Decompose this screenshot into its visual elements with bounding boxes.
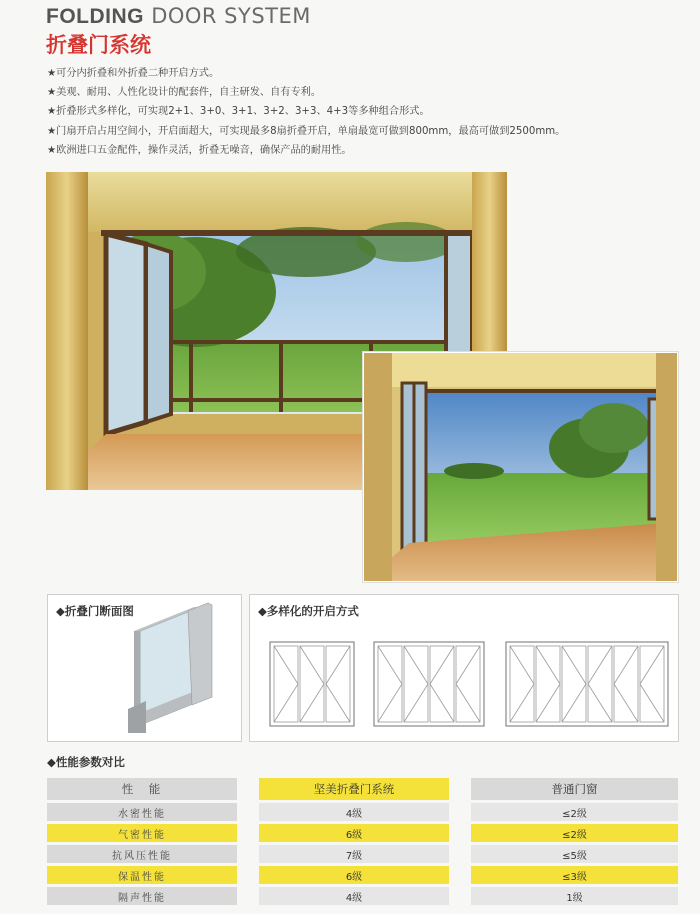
secondary-photo-illustration <box>364 353 677 581</box>
row-product-value: 7级 <box>259 845 449 863</box>
row-property: 隔声性能 <box>47 887 237 905</box>
header-cell-property: 性 能 <box>47 778 237 800</box>
row-property: 水密性能 <box>47 803 237 821</box>
row-property: 抗风压性能 <box>47 845 237 863</box>
section-title-opening: ◆多样化的开启方式 <box>258 604 359 618</box>
row-ordinary-value: ≤2级 <box>471 824 678 842</box>
title-en <box>46 4 311 29</box>
header-cell-product: 坚美折叠门系统 <box>259 778 449 800</box>
row-product-value: 4级 <box>259 803 449 821</box>
performance-table <box>47 775 678 908</box>
title-zh: 折叠门系统 <box>46 33 151 57</box>
opening-diagram-4-panel <box>374 642 484 726</box>
profile-cross-section-illustration <box>128 601 228 733</box>
section-title-performance: ◆性能参数对比 <box>47 755 125 769</box>
section-title-profile: ◆折叠门断面图 <box>56 604 134 618</box>
row-product-value: 6级 <box>259 866 449 884</box>
table-header-row <box>47 778 678 800</box>
secondary-photo <box>363 352 678 582</box>
row-property: 气密性能 <box>47 824 237 842</box>
header-cell-ordinary: 普通门窗 <box>471 778 678 800</box>
row-ordinary-value: ≤2级 <box>471 803 678 821</box>
row-ordinary-value: ≤3级 <box>471 866 678 884</box>
row-product-value: 6级 <box>259 824 449 842</box>
feature-item: ★欧洲进口五金配件，操作灵活，折叠无噪音，确保产品的耐用性。 <box>47 144 352 156</box>
opening-diagram-6-panel <box>506 642 668 726</box>
row-ordinary-value: ≤5级 <box>471 845 678 863</box>
opening-diagrams <box>250 595 678 741</box>
table-row <box>47 803 678 821</box>
table-row <box>47 845 678 863</box>
opening-options-panel <box>249 594 679 742</box>
row-ordinary-value: 1级 <box>471 887 678 905</box>
table-row <box>47 866 678 884</box>
header <box>46 4 311 57</box>
table-row <box>47 887 678 905</box>
opening-diagram-3-panel <box>270 642 354 726</box>
feature-item: ★可分内折叠和外折叠二种开启方式。 <box>47 68 220 79</box>
table-row <box>47 824 678 842</box>
feature-list <box>47 64 565 160</box>
feature-item: ★美观、耐用、人性化设计的配套件，自主研发、自有专利。 <box>47 87 322 99</box>
row-product-value: 4级 <box>259 887 449 905</box>
title-en-bold: FOLDING <box>46 5 144 28</box>
profile-section-panel <box>47 594 242 742</box>
feature-item: ★折叠形式多样化，可实现2+1、3+0、3+1、3+2、3+3、4+3等多种组合形式。 <box>47 106 430 118</box>
feature-item: ★门扇开启占用空间小，开启面超大，可实现最多8扇折叠开启，单扇最宽可做到800mm，最高可做到2500mm。 <box>47 125 566 137</box>
title-en-rest: DOOR SYSTEM <box>151 4 311 28</box>
row-property: 保温性能 <box>47 866 237 884</box>
